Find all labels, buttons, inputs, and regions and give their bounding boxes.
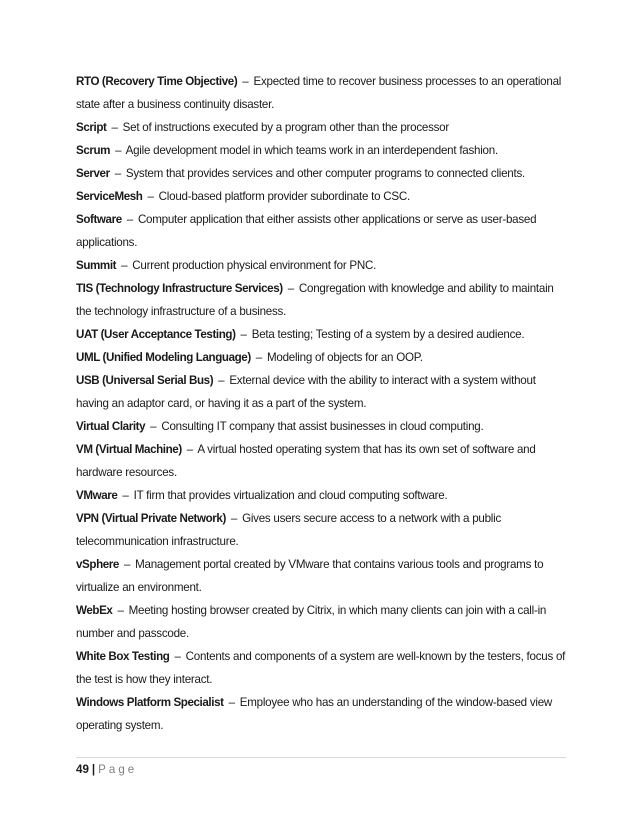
term-separator: – <box>123 558 131 571</box>
glossary-entry <box>76 346 566 369</box>
glossary-entry <box>76 208 566 254</box>
glossary-entry <box>76 438 566 484</box>
term-separator: – <box>255 351 262 364</box>
term-separator: – <box>111 121 118 134</box>
glossary-term: Server <box>76 167 110 180</box>
glossary-definition: Current production physical environment for PNC. <box>132 259 377 272</box>
term-separator: – <box>240 328 247 341</box>
glossary-entry <box>76 415 566 438</box>
glossary-term: UML (Unified Modeling Language) <box>76 351 251 364</box>
glossary-term: ServiceMesh <box>76 190 143 203</box>
glossary-entry <box>76 553 566 599</box>
glossary-entry <box>76 70 566 116</box>
glossary-definition: Consulting IT company that assist businesses in cloud computing. <box>161 420 484 433</box>
glossary-definition: IT firm that provides virtualization and cloud computing software. <box>133 489 448 502</box>
term-separator: – <box>126 213 133 226</box>
footer-separator: | <box>91 763 96 776</box>
glossary-entry <box>76 254 566 277</box>
glossary-entry <box>76 162 566 185</box>
term-separator: – <box>122 489 129 502</box>
glossary-term: USB (Universal Serial Bus) <box>76 374 214 387</box>
page-number: 49 <box>76 763 89 776</box>
glossary-entry <box>76 116 566 139</box>
term-separator: – <box>147 190 154 203</box>
glossary-entry <box>76 691 566 737</box>
glossary-definition: Employee who has an understanding of the window-based view operating system. <box>76 696 553 732</box>
glossary-term: VPN (Virtual Private Network) <box>76 512 226 525</box>
glossary-definition: System that provides services and other computer programs to connected clients. <box>125 167 525 180</box>
glossary-entry <box>76 599 566 645</box>
glossary-definition: Computer application that either assists other applications or serve as user-based applications. <box>76 213 537 249</box>
term-separator: – <box>186 443 193 456</box>
glossary-definition: Set of instructions executed by a program other than the processor <box>122 121 449 134</box>
glossary-definition: Contents and components of a system are well-known by the testers, focus of the test is how they interact. <box>76 650 566 686</box>
glossary-term: VMware <box>76 489 118 502</box>
glossary-term: Scrum <box>76 144 111 157</box>
glossary-definition: Management portal created by VMware that contains various tools and programs to virtualize an environment. <box>76 558 544 594</box>
glossary-entry <box>76 139 566 162</box>
glossary-term: TIS (Technology Infrastructure Services) <box>76 282 283 295</box>
page-label: Page <box>98 763 138 776</box>
glossary-term: RTO (Recovery Time Objective) <box>76 75 238 88</box>
glossary-definition: Gives users secure access to a network with a public telecommunication infrastructure. <box>76 512 502 548</box>
glossary-definition: Agile development model in which teams work in an interdependent fashion. <box>125 144 498 157</box>
glossary-entry <box>76 369 566 415</box>
glossary-term: UAT (User Acceptance Testing) <box>76 328 236 341</box>
term-separator: – <box>230 512 238 525</box>
glossary-term: Software <box>76 213 122 226</box>
glossary-entry <box>76 645 566 691</box>
glossary-term: VM (Virtual Machine) <box>76 443 182 456</box>
glossary-definition: Meeting hosting browser created by Citrix, in which many clients can join with a call-in number and passcode. <box>76 604 547 640</box>
term-separator: – <box>174 650 181 663</box>
footer-divider <box>76 757 566 758</box>
glossary-entry <box>76 484 566 507</box>
term-separator: – <box>117 604 124 617</box>
glossary-term: WebEx <box>76 604 113 617</box>
glossary-term: White Box Testing <box>76 650 170 663</box>
glossary-definition: Expected time to recover business processes to an operational state after a business continuity disaster. <box>76 75 562 111</box>
term-separator: – <box>114 167 121 180</box>
glossary-term: Summit <box>76 259 117 272</box>
glossary-definition: Modeling of objects for an OOP. <box>266 351 423 364</box>
glossary-entry <box>76 507 566 553</box>
term-separator: – <box>287 282 294 295</box>
term-separator: – <box>228 696 235 709</box>
term-separator: – <box>242 75 249 88</box>
glossary-term: Windows Platform Specialist <box>76 696 224 709</box>
page-footer <box>76 762 137 778</box>
glossary-term: Script <box>76 121 107 134</box>
glossary-entry <box>76 185 566 208</box>
glossary-definition: Congregation with knowledge and ability to maintain the technology infrastructure of a business. <box>76 282 554 318</box>
glossary-definition: Cloud-based platform provider subordinate to CSC. <box>158 190 410 203</box>
glossary-term: vSphere <box>76 558 119 571</box>
glossary-definition: External device with the ability to interact with a system without having an adaptor card, or having it as a part of the system. <box>76 374 536 410</box>
glossary-definition: A virtual hosted operating system that has its own set of software and hardware resources. <box>76 443 536 479</box>
glossary-list <box>76 70 566 737</box>
term-separator: – <box>150 420 157 433</box>
glossary-definition: Beta testing; Testing of a system by a desired audience. <box>251 328 525 341</box>
glossary-entry <box>76 277 566 323</box>
glossary-term: Virtual Clarity <box>76 420 146 433</box>
term-separator: – <box>115 144 122 157</box>
glossary-entry <box>76 323 566 346</box>
term-separator: – <box>218 374 225 387</box>
term-separator: – <box>121 259 128 272</box>
